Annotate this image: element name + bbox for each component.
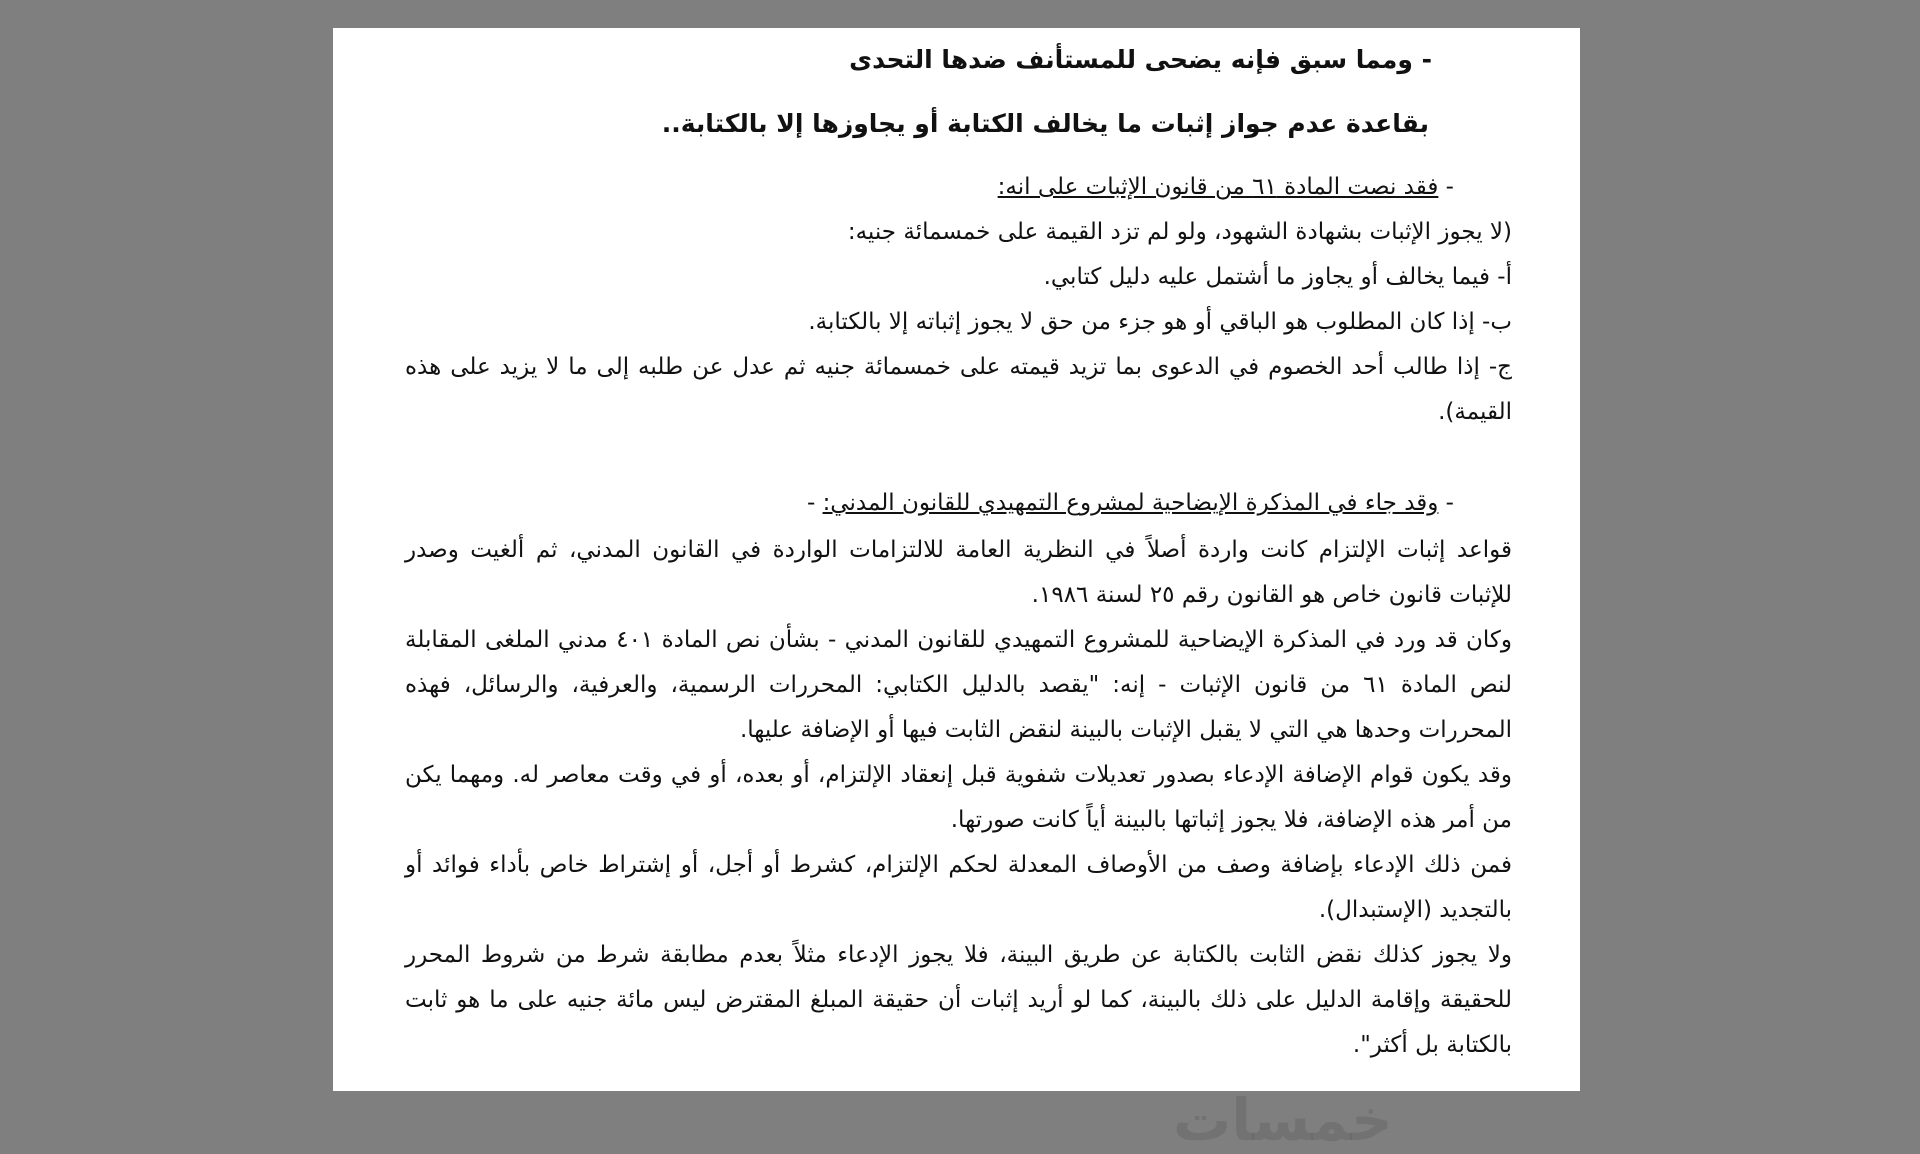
- memo-paragraph: قواعد إثبات الإلتزام كانت واردة أصلاً في النظرية العامة للالتزامات الواردة في القانون المدني، ثم ألغيت وصدر للإثبات قانون خاص هو القانون رقم ٢٥ لسنة ١٩٨٦.: [405, 537, 1512, 608]
- memo-paragraph: وقد يكون قوام الإضافة الإدعاء بصدور تعديلات شفوية قبل إنعقاد الإلتزام، أو بعده، أو في وقت معاصر له. ومهما يكن من أمر هذه الإضافة، فلا يجوز إثباتها بالبينة أياً كانت صورتها.: [405, 762, 1512, 833]
- heading-rule: بقاعدة عدم جواز إثبات ما يخالف الكتابة أو يجاوزها إلا بالكتابة..: [661, 109, 1429, 138]
- article-line: أ- فيما يخالف أو يجاوز ما أشتمل عليه دليل كتابي.: [1043, 264, 1512, 290]
- subheading-article-61-text: فقد نصت المادة ٦١ من قانون الإثبات على انه:: [997, 174, 1439, 200]
- memo-paragraph: فمن ذلك الإدعاء بإضافة وصف من الأوصاف المعدلة لحكم الإلتزام، كشرط أو أجل، أو إشتراط خاص بأداء فوائد أو بالتجديد (الإستبدال).: [405, 852, 1512, 923]
- memo-paragraph: وكان قد ورد في المذكرة الإيضاحية للمشروع التمهيدي للقانون المدني - بشأن نص المادة ٤٠١ مدني الملغى المقابلة لنص المادة ٦١ من قانون الإثبات - إنه: "يقصد بالدليل الكتابي: المحررات الرسمية، والعرفية، والرسائل، فهذه المحررات وحدها هي التي لا يقبل الإثبات بالبينة لنقض الثابت فيها أو الإضافة عليها.: [405, 627, 1512, 743]
- article-line: (لا يجوز الإثبات بشهادة الشهود، ولو لم تزد القيمة على خمسمائة جنيه:: [847, 219, 1512, 245]
- subheading-memo: [807, 486, 1454, 520]
- subheading-memo-text: وقد جاء في المذكرة الإيضاحية لمشروع التمهيدي للقانون المدني:: [822, 490, 1439, 516]
- memo-text: [405, 528, 1512, 1068]
- article-text: [405, 210, 1512, 435]
- subheading-dash-tail: -: [806, 490, 823, 516]
- watermark-logo: خمسات: [1173, 1086, 1393, 1154]
- heading-challenge: - ومما سبق فإنه يضحى للمستأنف ضدها التحدى: [849, 45, 1432, 74]
- article-line: ج- إذا طالب أحد الخصوم في الدعوى بما تزيد قيمته على خمسمائة جنيه ثم عدل عن طلبه إلى ما لا يزيد على هذه القيمة).: [405, 354, 1512, 425]
- memo-paragraph: ولا يجوز كذلك نقض الثابت بالكتابة عن طريق البينة، فلا يجوز الإدعاء مثلاً بعدم مطابقة شرط من شروط المحرر للحقيقة وإقامة الدليل على ذلك بالبينة، كما لو أريد إثبات أن حقيقة المبلغ المقترض ليس مائة جنيه على ما هو ثابت بالكتابة بل أكثر".: [405, 942, 1512, 1058]
- subheading-dash: -: [1438, 174, 1454, 200]
- article-line: ب- إذا كان المطلوب هو الباقي أو هو جزء من حق لا يجوز إثباته إلا بالكتابة.: [808, 309, 1512, 335]
- subheading-dash: -: [1438, 490, 1454, 516]
- subheading-article-61: [998, 170, 1454, 204]
- document-page: [333, 28, 1580, 1154]
